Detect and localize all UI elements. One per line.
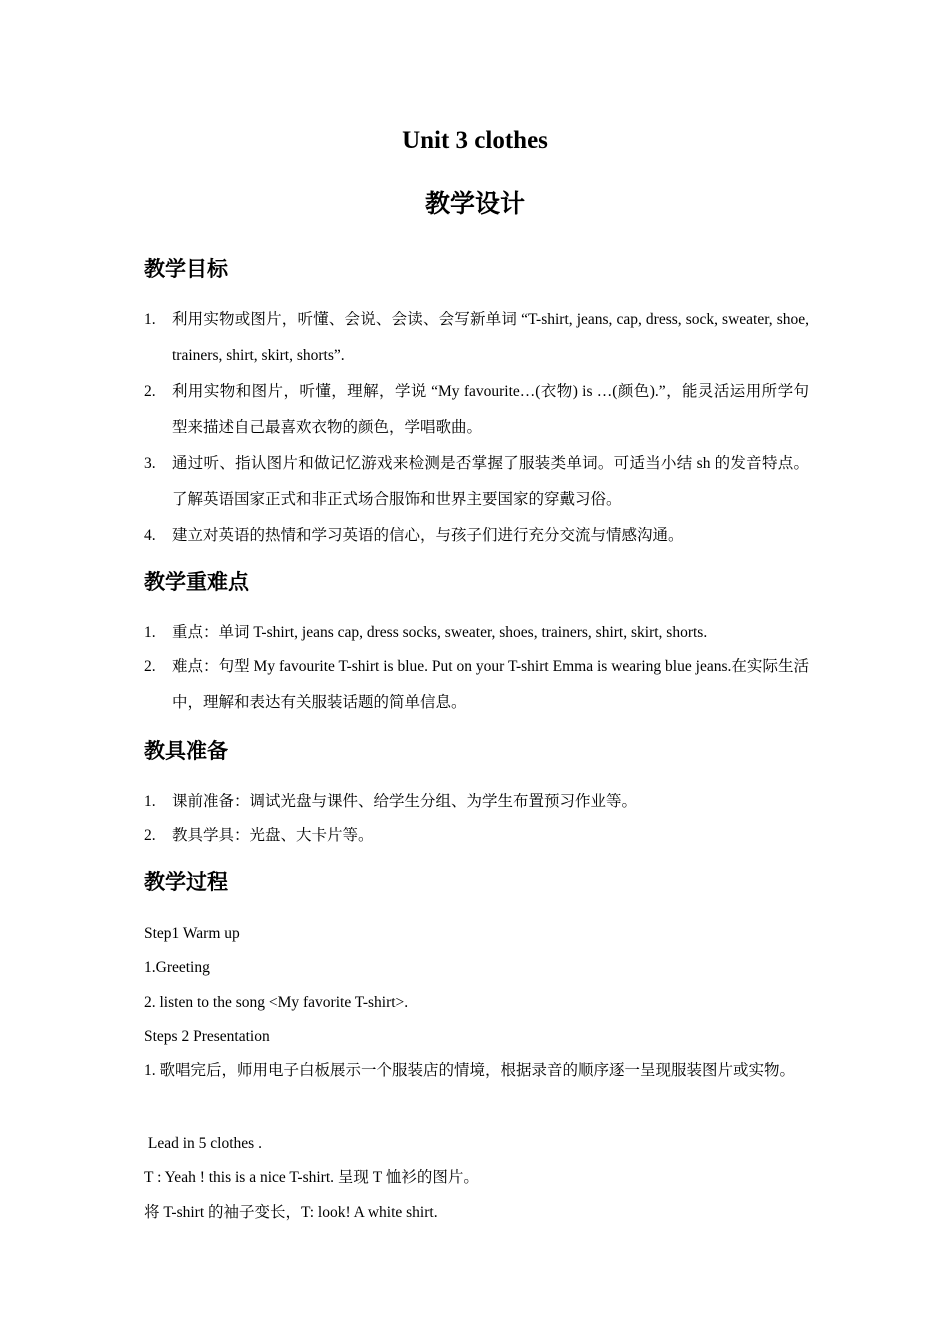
- process-line-tshirt: T : Yeah ! this is a nice T-shirt. 呈现 T 恤衫的图片。: [144, 1169, 479, 1186]
- item-text: 利用实物或图片，听懂、会说、会读、会写新单词 “T-shirt, jeans, cap, dress, sock, sweater, shoe, trainers, shirt, skirt, shorts”.: [172, 311, 809, 364]
- item-number: 2.: [144, 383, 156, 400]
- process-line-greeting: 1.Greeting: [144, 959, 210, 976]
- item-number: 4.: [144, 527, 156, 544]
- heading-materials: 教具准备: [144, 739, 228, 763]
- heading-key-points: 教学重难点: [144, 570, 249, 594]
- objective-item-2: [144, 374, 809, 446]
- item-number: 3.: [144, 455, 156, 472]
- item-text: 课前准备：调试光盘与课件、给学生分组、为学生布置预习作业等。: [172, 793, 638, 810]
- heading-objectives: 教学目标: [144, 257, 228, 281]
- item-text: 难点：句型 My favourite T-shirt is blue. Put on your T-shirt Emma is wearing blue jeans.在实际生活中，理解和表达有关服装话题的简单信息。: [172, 658, 809, 711]
- heading-process: 教学过程: [144, 870, 228, 894]
- item-text: 通过听、指认图片和做记忆游戏来检测是否掌握了服装类单词。可适当小结 sh 的发音特点。了解英语国家正式和非正式场合服饰和世界主要国家的穿戴习俗。: [172, 455, 809, 508]
- document-title: Unit 3 clothes: [402, 127, 548, 154]
- process-line-lead-in: Lead in 5 clothes .: [144, 1135, 262, 1152]
- item-number: 1.: [144, 793, 156, 810]
- process-line-shirt: 将 T-shirt 的袖子变长，T: look! A white shirt.: [144, 1204, 438, 1221]
- process-line-song: 2. listen to the song <My favorite T-shirt>.: [144, 994, 409, 1011]
- item-text: 利用实物和图片，听懂，理解，学说 “My favourite…(衣物) is …(颜色).”，能灵活运用所学句型来描述自己最喜欢衣物的颜色，学唱歌曲。: [172, 383, 809, 436]
- item-text: 重点：单词 T-shirt, jeans cap, dress socks, sweater, shoes, trainers, shirt, skirt, shorts.: [172, 624, 708, 641]
- item-text: 建立对英语的热情和学习英语的信心，与孩子们进行充分交流与情感沟通。: [172, 527, 684, 544]
- item-number: 2.: [144, 658, 156, 675]
- process-line-step2: Steps 2 Presentation: [144, 1028, 270, 1045]
- item-number: 1.: [144, 624, 156, 641]
- objective-item-1: [144, 302, 809, 374]
- process-line-presentation: 1. 歌唱完后，师用电子白板展示一个服装店的情境，根据录音的顺序逐一呈现服装图片或实物。: [144, 1062, 796, 1079]
- material-item-1: [144, 784, 809, 820]
- material-item-2: [144, 818, 809, 854]
- key-point-item-2: [144, 649, 809, 721]
- process-line-step1: Step1 Warm up: [144, 925, 240, 942]
- objective-item-3: [144, 446, 809, 518]
- key-point-item-1: [144, 615, 809, 651]
- objective-item-4: [144, 518, 809, 554]
- item-number: 1.: [144, 311, 156, 328]
- item-number: 2.: [144, 827, 156, 844]
- item-text: 教具学具：光盘、大卡片等。: [172, 827, 374, 844]
- document-subtitle: 教学设计: [424, 189, 525, 218]
